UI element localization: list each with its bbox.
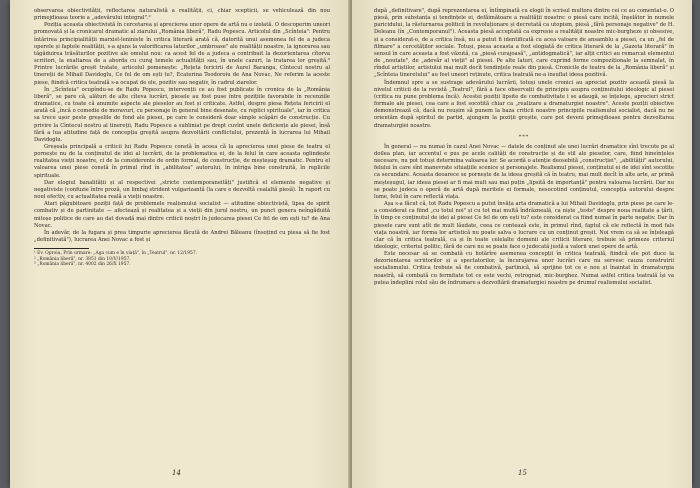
footnote: ³ „România liberă", nr. 4002 din 26/X 1957.	[34, 262, 131, 268]
paragraph: după „definitivare", după reprezentarea ei, întîmpinată cu elogii în scrisul multora dintre cei ce au comentat-o. O piesă, prin substanța și tendințele ei, defăimătoare a realității noastre: o piesă care incită, înșelător în numele paricidului, la răsturnarea politicii în revoluționare și decretată ca utopism, piesă „fără personaje negative" de H. Deleanu (în „Contemporanul"). Aceasta piesă acceptată ca expresie a realității noastre mic-burgheze și obsesive, și a considerat-o, de a critica însă, nu a putut fi identificată cu acea valoare de ansamblu a piesei, ca un „fel de filmare" a cercetăților sociale. Totuși, piesa aceasta a fost elogiată de critica literară de la „Gazeta literară" în sensul în care aceasta a fost văzută, ca „piesă curajoasă", „antidogmatică", iar alții critici au remarcat elementul de „noutate", de „adevăr al vieții" al piesei. Pe alte laturi, care cuprind forme compoziționale la semnalat, în rîndul artiștilor, artistului mai mult decît tendințele reale din piesă. Cronicile de teatru de la „România liberă" și „Scînteia tineretului" au fost uneori reținute, critica teatrală ne-a insuflat ideea pozitivă.	[374, 8, 674, 79]
left-page-text	[34, 8, 330, 268]
paragraph: Atari păgubitoare poziții față de problemele realismului socialist — atitudine obiectivistă, lipsa de spirit combativ și de partinitate — afectează și realitatea și a vieții din jurul nostru, un punct genera neîngăduită mitoșe politice de care au dat dovadă mai dintre criticii noștri în judecarea piesei Ce fel de om ești tu? de Ana Novac.	[34, 201, 330, 229]
paragraph: Poziția aceasta obiectivistă în cercetarea și aprecierea unor opere de artă nu e izolată. O descoperim uneori promovată și la cronicarul dramatic al ziarului „România liberă", Radu Popescu. Articolul din „Scînteia": Pentru întărirea principialității marxist-leniniste în critica literară arată că, datorită unui asemenea fel de a judeca operele și faptele realității, s-a ajuns la valorificarea laturilor „umbroase" ale realității noastre, la ignorarea sau tăgăduirea trăsăturilor pozitive ale omului nou: ca acest fel de a judeca a contribuit la dezorientarea cîtorva scriitori, la exaltarea de a aborda cu curaj temele actualității sau, în unele cazuri, la tratarea lor greșită.³ Printre lucrările greșit tratate, articolul pomenește: „Rețeta fericirii de Aurel Baranga, Cîntecul nostru al tinereții de Mihail Davidoglu, Ce fel de om ești tu?, Ecaterina Teodoroiu de Ana Novac, Ne referim la aceste piese, fiindcă critica teatrală s-a ocupat de ele, pozitiv sau negativ, în cadrul ziarelor.	[34, 22, 330, 86]
paragraph: În adevăr, de la fugara și prea timpurie aprecierea făcută de Andrei Băleanu (însoțind cu piesa să fie fost „definitivată"), lucrarea Anei Novac a fost și	[34, 229, 330, 243]
paragraph: observarea obiectivității, reflectarea naturalistă a realității, ci, chiar scepticii, se vehiculează din nou primejdioasa teorie a „adevărului integral".²	[34, 8, 330, 22]
page-number: 15	[518, 469, 527, 477]
footnote-rule	[34, 248, 89, 249]
paragraph: În „Scînteia" ocupîndu-se de Radu Popescu, intervenții ce au fost publicate în cronica de la „România liberă", se pare că, alături de alte cîteva lucrări, piesele au fost puse între pozițiile favorabile în recenziile dramatice, cu toate că anumite aspecte ale pieselor au fost și criticate. Astfel, despre piesa Rețeta fericirii el arată că „încă o comedie de moravuri, cu personaje în general bine desenate, cu replici spirituale", iar în critica sa trece ușor peste greșelile de fond ale piesei, pe care le consideră doar simple scăpări de construcție. Cu privire la Cîntecul nostru al tinereții, Radu Popescu a subliniat pe drept cuvînt unele deficiențe ale piesei, însă fără a lua atitudine față de concepția greșită asupra dezvoltării conflictului, prezentă în lucrarea lui Mihail Davidoglu.	[34, 86, 330, 143]
left-page	[10, 0, 350, 488]
paragraph: Îndemnul spre a se sustrage adevărului lucrării, totuși unele cronici au apreciat pozitiv această piesă la nivelul criticii de la revistă „Teatrul", fără a face observații de principiu asupra conținutului ideologic al piesei (critica nu pune problema încă). Acestei poziții lipsite de combativitate i se adaugă, se înțelege, aprecieri strict formale ale piesei, cea care a fost socotită chiar ca „realizare a dramaturgiei noastre". Aceste poziții obiective demonstrează că, dacă nu reușim să punem la baza criticii noastre principiile realismului socialist, dacă nu ne orientăm după spiritul de partid, ajungem la poziții greșite, care pot deveni primejdioase pentru dezvoltarea dramaturgiei noastre.	[374, 79, 674, 129]
book-spread	[10, 0, 692, 488]
right-page-text	[374, 8, 674, 287]
section-separator: ***	[518, 133, 530, 140]
paragraph: Este necesar să se combată cu hotărîre asemenea concepții în critica teatrală, fiindcă ele pot duce la dezorientarea scriitorilor și a spectatorilor, la încurajarea unor lucrări care nu servesc cauza construirii socialismului. Critica trebuie să fie combativă, partinică, să sprijine tot ce e nou și înaintat în dramaturgia noastră, să combată cu fermitate tot ce este vechi, retrograd, mic-burghez. Numai astfel critica teatrală își va putea îndeplini rolul său de îndrumare a dezvoltării dramaturgiei noastre pe drumul realismului socialist.	[374, 251, 674, 286]
right-page	[352, 0, 692, 488]
paragraph: Greșeala principală a criticii lui Radu Popescu constă în aceea că la aprecierea unei piese de teatru el pornește nu de la conținutul de idei al lucrării, de la problematica ei, de la felul în care aceasta oglindește realitatea vieții noastre, ci de la considerente de ordin formal, de construcție, de meșteșug dramatic. Pentru el valoarea unei piese constă în primul rînd în „abilitatea" autorului, în intriga bine construită, în replicile spirituale.	[34, 143, 330, 179]
footnote: ¹ Ev. Oproiu, Prin urmare: „Aga cum e în viață", în „Teatrul", nr. 12/1957.	[34, 251, 198, 257]
footnote: ² „România liberă", nr. 3851 din 10/V/1957.	[34, 256, 131, 262]
paragraph: În general — nu numai în cazul Anei Novac — datele de conținut ale unei lucrări dramatice sînt trecute pe al doilea plan, iar accentul e pus pe acele calități de construcție și de stil ale pieselor, care, fiind bineînțeles necesare, nu pot totuși determina valoarea lor. Se acordă o atenție deosebită „construcției", „abilității" autorului, felului în care sînt manevrate situațiile scenice și personajele. Realismul piesei, conținutul ei de idei sînt socotite ca secundare. Aceasta deoarece se pornește de la ideea greșită că în teatru, mai mult decît în alte arte, ar primă meșteșugul, iar ideea piesei ar fi mai mult sau mai puțin „lipsită de importanță" pentru valoarea lucrării. Dar nu se poate judeca o operă de artă după meritele ei formale, nesocotind conținutul, concepția autorului despre lume, felul în care reflectă viața.	[374, 143, 674, 200]
paragraph: Dar elogiul banalității și al respectivei „stricte contemporaneități" justifică el elemente negative și negativiste (confuzie între proză, un limbaj strident vulgarizantă (la care e dezvoltă cealaltă piesă). În raport cu noul efectiv, cu actualitatea reală a vieții noastre.	[34, 179, 330, 201]
paragraph: Așa s-a făcut că, tot Radu Popescu a putut învăța arta dramatică a lui Mihail Davidoglu, prin piese pe care le-a considerat ca fiind „cu totul noi" și cu tot mai multă îndrăzneală, ca niște „teste" despre noua realitate a țării, în timp ce conținutul de idei al piesei Ce fel de om ești tu? este considerat ca fiind numai în parte negativ. Dar în piesele care sunt atît de mult lăudate, ceea ce contează este, în primul rînd, faptul că ele reflectă în mod fals viața noastră, iar forma lor artistică nu poate salva o lucrare cu un conținut greșit. Noi vrem ca să se înțeleagă clar că în critica teatrală, ca și în toate celelalte domenii ale criticii literare, trebuie să primeze criteriul ideologic, criteriul politic, fără de care nu se poate face o judecată justă a valorii unei opere de artă.	[374, 201, 674, 250]
page-number: 14	[172, 469, 181, 477]
